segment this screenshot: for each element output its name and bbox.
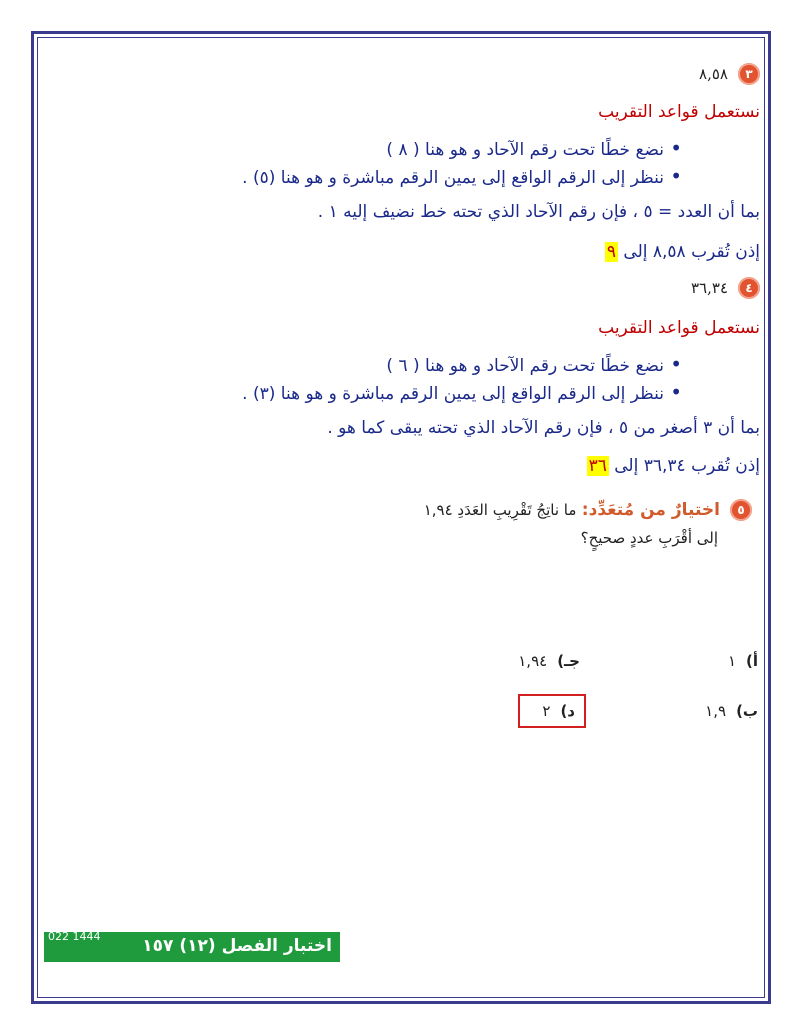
problem-4-answer: ٣٦ — [588, 456, 607, 476]
option-b[interactable] — [705, 702, 758, 720]
problem-4-conclusion-text: إذن تُقرب ٣٦,٣٤ إلى — [614, 456, 760, 476]
problem-5-label: اختيارٌ من مُتعَدِّد: — [581, 500, 720, 520]
problem-5-number-icon: ٥ — [730, 499, 752, 521]
problem-4-header — [40, 276, 760, 300]
problem-4-bullet-1: • نضع خطًا تحت رقم الآحاد و هو هنا ( ٦ ) — [40, 352, 690, 378]
option-b-letter: ب) — [736, 702, 758, 720]
problem-3-value: ٨,٥٨ — [699, 65, 728, 83]
problem-3-number-icon: ٣ — [738, 63, 760, 85]
problem-3-bullet-1: • نضع خطًا تحت رقم الآحاد و هو هنا ( ٨ ) — [40, 136, 690, 162]
correct-answer-box — [518, 694, 586, 728]
problem-3-conclusion-text: إذن تُقرب ٨,٥٨ إلى — [623, 242, 760, 262]
problem-3-answer: ٩ — [606, 242, 616, 262]
problem-4-bullet-2: • ننظر إلى الرقم الواقع إلى يمين الرقم مباشرة و هو هنا (٣) . — [40, 380, 690, 406]
option-d-letter: د) — [560, 702, 575, 720]
problem-5-question — [40, 498, 752, 522]
problem-5-question-line-2: إلى أقْرَبِ عددٍ صحيحٍ؟ — [580, 529, 718, 547]
option-c[interactable] — [518, 652, 580, 670]
footer-code: 022 1444 — [48, 930, 101, 943]
footer-title: اختبار الفصل (١٢) ١٥٧ — [142, 936, 332, 956]
problem-4-number-icon: ٤ — [738, 277, 760, 299]
problem-5-question-line-1: ما ناتِجُ تَقْرِيبِ العَدَدِ ١,٩٤ — [423, 501, 577, 519]
problem-4-value: ٣٦,٣٤ — [691, 279, 728, 297]
option-c-letter: جـ) — [557, 652, 580, 670]
problem-3-header — [40, 62, 760, 86]
footer-banner — [44, 932, 340, 962]
problem-3-heading: نستعمل قواعد التقريب — [598, 102, 760, 122]
option-b-value: ١,٩ — [705, 702, 727, 720]
problem-3-bullet-2: • ننظر إلى الرقم الواقع إلى يمين الرقم مباشرة و هو هنا (٥) . — [40, 164, 690, 190]
option-d-value: ٢ — [542, 702, 551, 720]
option-c-value: ١,٩٤ — [518, 652, 548, 670]
problem-4-reason: بما أن ٣ أصغر من ٥ ، فإن رقم الآحاد الذي تحته يبقى كما هو . — [327, 418, 760, 438]
problem-4-conclusion — [40, 454, 760, 478]
option-a[interactable] — [728, 652, 758, 670]
problem-4-heading: نستعمل قواعد التقريب — [598, 318, 760, 338]
option-a-value: ١ — [727, 652, 736, 670]
problem-3-conclusion — [40, 240, 760, 264]
option-a-letter: أ) — [746, 652, 758, 670]
problem-3-reason: بما أن العدد = ٥ ، فإن رقم الآحاد الذي تحته خط نضيف إليه ١ . — [317, 202, 760, 222]
